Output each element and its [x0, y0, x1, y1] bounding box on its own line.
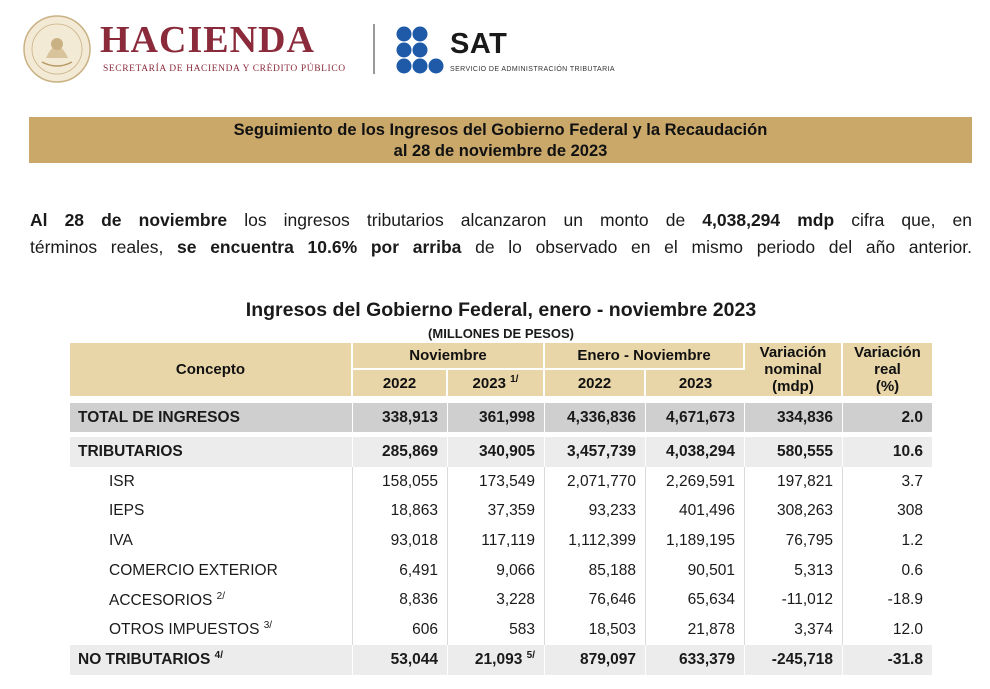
cell-en-2022: 879,097: [545, 645, 646, 675]
cell-nov-2022: 158,055: [353, 467, 448, 497]
cell-en-2022: 93,233: [545, 496, 646, 526]
cell-var-nominal: 5,313: [745, 556, 843, 586]
cell-nov-2023: 173,549: [448, 467, 545, 497]
row-concepto: COMERCIO EXTERIOR: [70, 556, 353, 586]
summary-date: Al 28 de noviembre: [30, 210, 228, 230]
cell-var-real: 12.0: [892, 620, 923, 638]
cell-var-nominal: 580,555: [745, 437, 843, 467]
header-enero-noviembre: Enero - Noviembre: [545, 343, 745, 370]
row-concepto: TRIBUTARIOS: [70, 437, 353, 467]
row-concepto-text: NO TRIBUTARIOS: [78, 651, 211, 669]
cell-nov-2023: [448, 645, 545, 675]
cell-en-2023: 4,671,673: [646, 403, 745, 432]
row-concepto-text: ACCESORIOS: [109, 591, 213, 609]
header-text: (mdp): [772, 378, 814, 395]
cell-var-nominal: 3,374: [745, 615, 843, 645]
cell-nov-2022: 285,869: [353, 437, 448, 467]
header-text: Variación: [854, 344, 921, 361]
cell-var-nominal: 334,836: [745, 403, 843, 432]
summary-text: los ingresos tributarios alcanzaron un monto de: [227, 210, 703, 230]
summary-line-1: [30, 207, 972, 234]
cell-en-2023: 21,878: [646, 615, 745, 645]
cell-value: 21,093: [474, 651, 523, 669]
cell-en-2023: 1,189,195: [646, 526, 745, 556]
cell-var-nominal: -11,012: [745, 585, 843, 615]
cell-var-nominal: 308,263: [745, 496, 843, 526]
cell-en-2022: 85,188: [545, 556, 646, 586]
summary-text: cifra que, en: [834, 210, 972, 230]
header-year-2023-en: 2023: [646, 370, 745, 398]
table-row: [70, 526, 932, 556]
header-variacion-nominal: [745, 343, 843, 398]
summary-text: de lo observado en el mismo periodo del año anterior.: [461, 237, 972, 257]
cell-nov-2023: 9,066: [448, 556, 545, 586]
header-text: nominal: [764, 361, 822, 378]
cell-var-real: -18.9: [887, 591, 923, 609]
cell-en-2022: 1,112,399: [545, 526, 646, 556]
footnote-marker: 2/: [216, 590, 226, 602]
cell-en-2022: 2,071,770: [545, 467, 646, 497]
banner-date: al 28 de noviembre de 2023: [393, 142, 608, 160]
sat-subtitle: SERVICIO DE ADMINISTRACIÓN TRIBUTARIA: [450, 66, 615, 73]
table-row: [70, 496, 932, 526]
cell-var-real: 3.7: [901, 472, 923, 490]
cell-en-2023: 90,501: [646, 556, 745, 586]
sat-logo-dots-icon: [396, 26, 444, 74]
table-row: [70, 585, 932, 615]
footnote-marker: 4/: [214, 650, 223, 662]
cell-var-real: 308: [897, 502, 923, 520]
cell-var-nominal: 197,821: [745, 467, 843, 497]
header-year-2022-en: 2022: [545, 370, 646, 398]
row-concepto: [70, 615, 353, 645]
table-row: [70, 615, 932, 645]
row-concepto: [70, 645, 353, 675]
table-row: [70, 645, 932, 675]
footnote-marker: 3/: [263, 620, 273, 632]
table-title: Ingresos del Gobierno Federal, enero - noviembre 2023: [245, 299, 757, 321]
header-concepto: Concepto: [70, 343, 353, 398]
footnote-marker: 1/: [510, 374, 519, 385]
cell-nov-2022: 8,836: [353, 585, 448, 615]
cell-nov-2023: 117,119: [448, 526, 545, 556]
table-subtitle: (MILLONES DE PESOS): [428, 326, 574, 341]
header-year-2023-nov: [448, 370, 545, 398]
cell-en-2022: 76,646: [545, 585, 646, 615]
cell-var-real: 2.0: [843, 403, 932, 432]
row-concepto: TOTAL DE INGRESOS: [70, 403, 353, 432]
summary-amount: 4,038,294 mdp: [702, 210, 835, 230]
cell-nov-2023: 3,228: [448, 585, 545, 615]
summary-growth: se encuentra 10.6% por arriba: [177, 237, 462, 257]
cell-en-2023: 633,379: [646, 645, 745, 675]
cell-var-nominal: 76,795: [745, 526, 843, 556]
row-concepto-text: OTROS IMPUESTOS: [109, 621, 260, 639]
cell-var-real: 10.6: [843, 437, 932, 467]
cell-nov-2022: 338,913: [353, 403, 448, 432]
cell-en-2023: 401,496: [646, 496, 745, 526]
summary-line-2: [30, 234, 972, 261]
cell-en-2022: 3,457,739: [545, 437, 646, 467]
cell-nov-2023: 361,998: [448, 403, 545, 432]
footnote-marker: 5/: [526, 650, 535, 662]
sat-logo-text: SAT: [450, 28, 508, 60]
cell-var-nominal: -245,718: [745, 645, 843, 675]
header-noviembre: Noviembre: [353, 343, 545, 370]
header-variacion-real: [843, 343, 932, 398]
header-year-2022-nov: 2022: [353, 370, 448, 398]
cell-en-2023: 65,634: [646, 585, 745, 615]
row-concepto: ISR: [70, 467, 353, 497]
cell-nov-2023: 340,905: [448, 437, 545, 467]
cell-nov-2022: 6,491: [353, 556, 448, 586]
row-concepto: IVA: [70, 526, 353, 556]
cell-var-real: 0.6: [901, 561, 923, 579]
cell-nov-2023: 37,359: [448, 496, 545, 526]
hacienda-subtitle: SECRETARÍA DE HACIENDA Y CRÉDITO PÚBLICO: [103, 64, 346, 74]
cell-en-2023: 4,038,294: [646, 437, 745, 467]
cell-var-real: 1.2: [901, 531, 923, 549]
summary-text: términos reales,: [30, 237, 178, 257]
cell-var-real: -31.8: [843, 645, 932, 675]
cell-nov-2022: 606: [353, 615, 448, 645]
cell-nov-2022: 93,018: [353, 526, 448, 556]
table-row: [70, 467, 932, 497]
income-table: [70, 343, 932, 675]
table-row: [70, 403, 932, 432]
cell-en-2023: 2,269,591: [646, 467, 745, 497]
cell-en-2022: 4,336,836: [545, 403, 646, 432]
header-text: (%): [875, 378, 900, 395]
cell-en-2022: 18,503: [545, 615, 646, 645]
header-text: real: [874, 361, 901, 378]
header-text: 2023: [472, 375, 506, 392]
header: [0, 0, 990, 100]
table-row: [70, 556, 932, 586]
cell-nov-2023: 583: [448, 615, 545, 645]
header-text: Variación: [759, 344, 827, 361]
hacienda-logo-text: HACIENDA: [100, 19, 315, 61]
logo-divider: [373, 24, 375, 74]
row-concepto: IEPS: [70, 496, 353, 526]
row-concepto: [70, 585, 353, 615]
report-banner: [29, 117, 972, 163]
cell-nov-2022: 53,044: [353, 645, 448, 675]
cell-nov-2022: 18,863: [353, 496, 448, 526]
table-row: [70, 437, 932, 467]
banner-title: Seguimiento de los Ingresos del Gobierno Federal y la Recaudación: [233, 121, 768, 139]
coat-of-arms-seal-icon: [22, 14, 92, 84]
